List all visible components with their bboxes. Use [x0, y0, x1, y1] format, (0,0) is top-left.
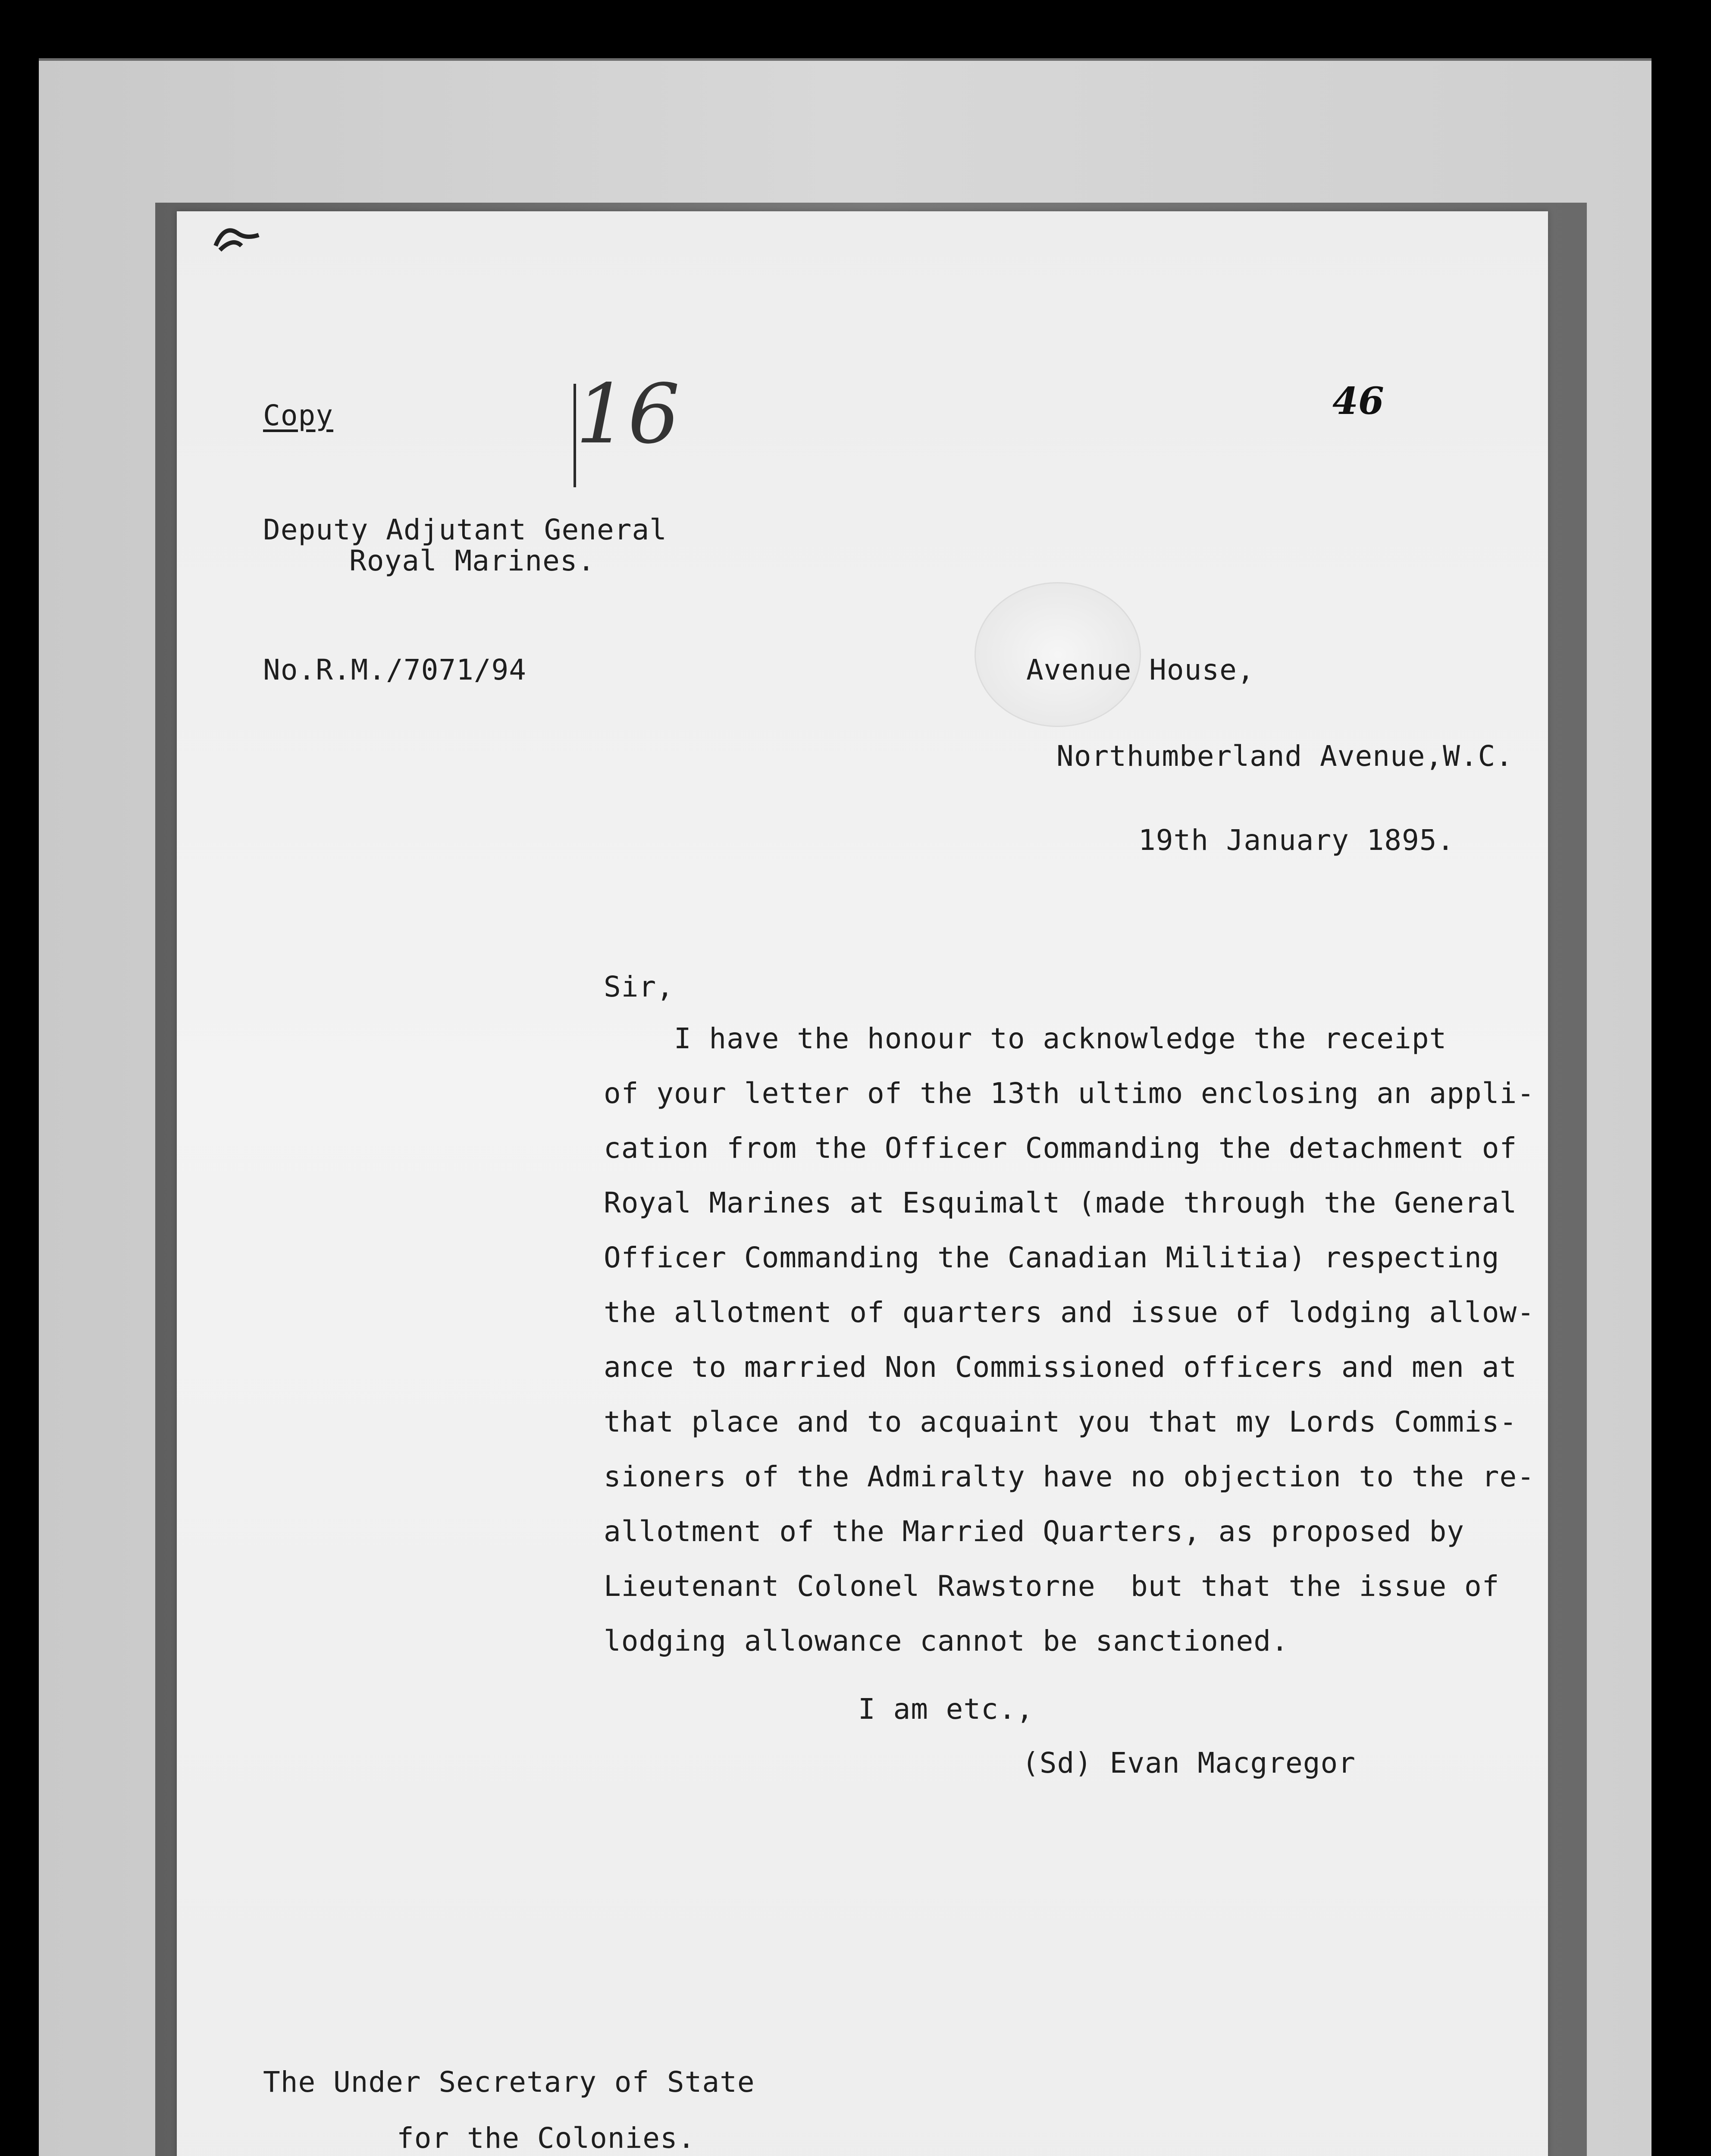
letter-date: 19th January 1895.	[1138, 824, 1455, 857]
body-line: the allotment of quarters and issue of lodging allow-	[604, 1296, 1535, 1329]
address-line-2: Northumberland Avenue,W.C.	[1056, 740, 1514, 773]
body-line: cation from the Officer Commanding the detachment of	[604, 1131, 1517, 1165]
recipient-line-1: The Under Secretary of State	[263, 2065, 755, 2099]
body-line: Royal Marines at Esquimalt (made through the General	[604, 1186, 1517, 1219]
clip-mark-icon	[211, 220, 267, 259]
reference-number: No.R.M./7071/94	[263, 653, 527, 686]
body-line: I have the honour to acknowledge the receipt	[604, 1022, 1447, 1055]
body-line: Officer Commanding the Canadian Militia) respecting	[604, 1241, 1500, 1274]
sender-unit: Royal Marines.	[349, 544, 595, 577]
body-line: of your letter of the 13th ultimo enclosing an appli-	[604, 1077, 1535, 1110]
folio-number: 46	[1332, 379, 1384, 423]
handwritten-folio-number: 16	[576, 367, 680, 462]
closing: I am etc.,	[858, 1692, 1034, 1726]
address-line-1: Avenue House,	[1026, 653, 1255, 686]
body-line: ance to married Non Commissioned officers and men at	[604, 1351, 1517, 1384]
body-line: lodging allowance cannot be sanctioned.	[604, 1624, 1289, 1658]
body-line: that place and to acquaint you that my Lords Commis-	[604, 1405, 1517, 1438]
copy-label: Copy	[263, 399, 333, 432]
salutation: Sir,	[604, 970, 674, 1003]
body-line: allotment of the Married Quarters, as proposed by	[604, 1515, 1465, 1548]
body-line: sioners of the Admiralty have no objection to the re-	[604, 1460, 1535, 1493]
letter-page	[177, 211, 1548, 2156]
signature: (Sd) Evan Macgregor	[1022, 1746, 1356, 1780]
body-line: Lieutenant Colonel Rawstorne but that the issue of	[604, 1570, 1500, 1603]
recipient-line-2: for the Colonies.	[397, 2122, 696, 2155]
sender-title: Deputy Adjutant General	[263, 513, 667, 546]
